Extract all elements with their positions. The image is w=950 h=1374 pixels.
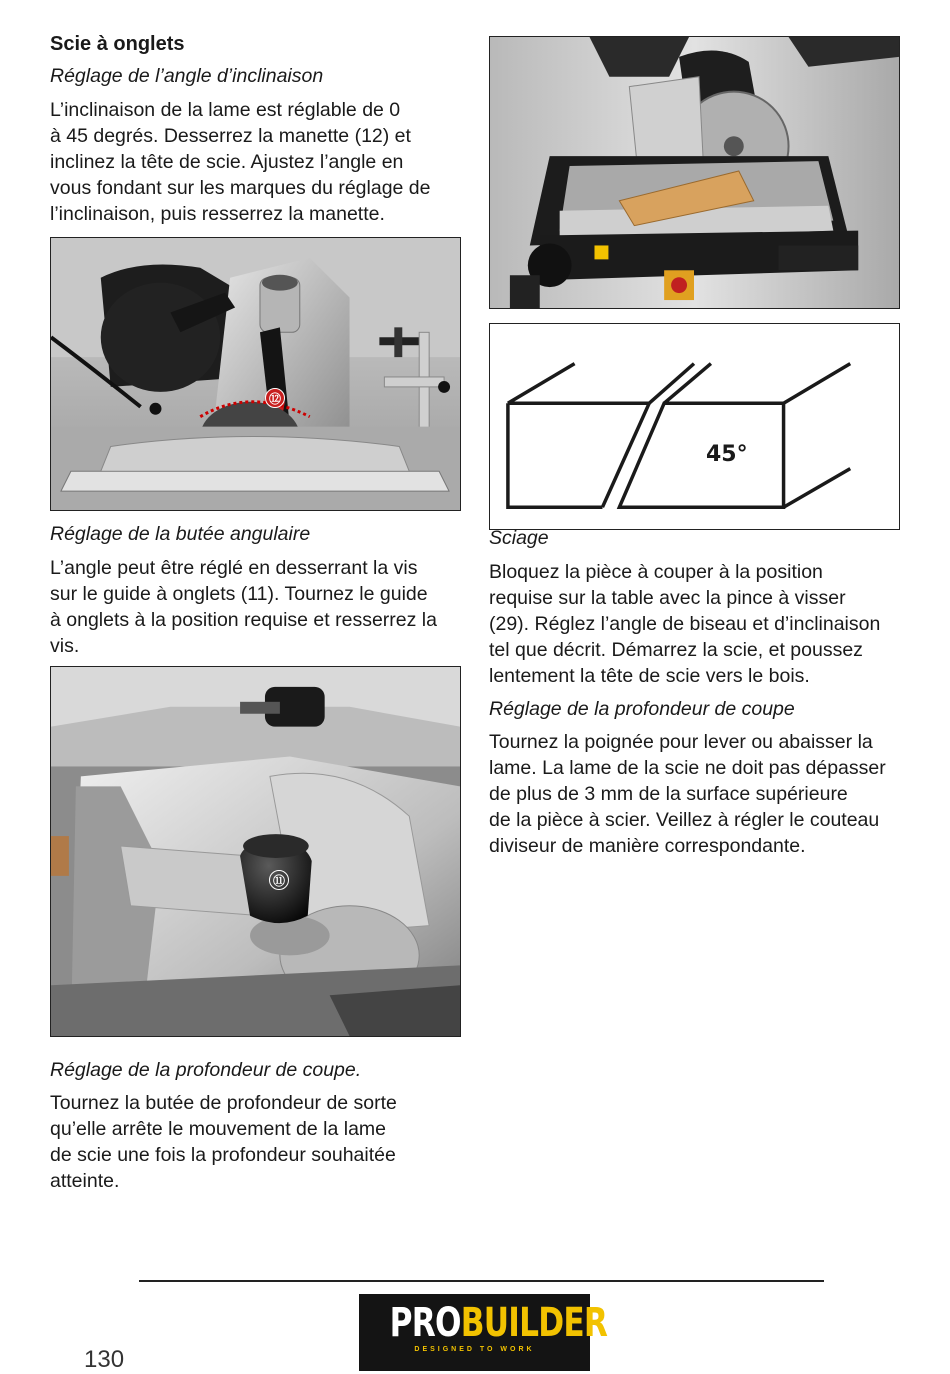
photo-sawing: [489, 36, 900, 309]
text-line: L’angle peut être réglé en desserrant la vis: [50, 557, 418, 579]
text-line: de plus de 3 mm de la surface supérieure: [489, 783, 848, 805]
logo-tagline: DESIGNED TO WORK: [414, 1346, 535, 1353]
text-line: diviseur de manière correspondante.: [489, 835, 806, 857]
text-line: (29). Réglez l’angle de biseau et d’inclinaison: [489, 613, 881, 635]
subheading-cut-depth-left: Réglage de la profondeur de coupe.: [50, 1059, 362, 1081]
text-line: Tournez la poignée pour lever ou abaisser la: [489, 731, 873, 753]
text-line: inclinez la tête de scie. Ajustez l’angle en: [50, 151, 404, 173]
text-line: Bloquez la pièce à couper à la position: [489, 561, 823, 583]
section-title: Scie à onglets: [50, 33, 185, 55]
diagram-angle-label: 45°: [706, 442, 748, 467]
page-number: 130: [84, 1346, 125, 1373]
text-line: L’inclinaison de la lame est réglable de 0: [50, 99, 401, 121]
text-line: requise sur la table avec la pince à visser: [489, 587, 846, 609]
text-line: qu’elle arrête le mouvement de la lame: [50, 1118, 387, 1140]
diagram-45-degree-cut: [489, 323, 900, 530]
subheading-cut-depth-right: Réglage de la profondeur de coupe: [489, 698, 795, 720]
text-line: vous fondant sur les marques du réglage de: [50, 177, 431, 199]
text-line: de la pièce à scier. Veillez à régler le couteau: [489, 809, 880, 831]
paragraph-sawing: [489, 559, 880, 689]
text-line: Tournez la butée de profondeur de sorte: [50, 1092, 397, 1114]
text-line: à onglets à la position requise et resserrez la: [50, 609, 437, 631]
subheading-tilt-angle: Réglage de l’angle d’inclinaison: [50, 65, 324, 87]
footer-divider: [139, 1280, 824, 1282]
photo-mitre-guide: [50, 666, 461, 1037]
logo-wordmark: [390, 1300, 607, 1346]
text-line: de scie une fois la profondeur souhaitée: [50, 1144, 396, 1166]
subheading-sawing: Sciage: [489, 527, 549, 549]
paragraph-cut-depth-left: [50, 1090, 397, 1194]
paragraph-cut-depth-right: [489, 729, 886, 859]
text-line: atteinte.: [50, 1170, 120, 1192]
subheading-mitre-stop: Réglage de la butée angulaire: [50, 523, 311, 545]
text-line: lame. La lame de la scie ne doit pas dépasser: [489, 757, 886, 779]
callout-11: ⑪: [269, 870, 289, 890]
logo-pro-text: PRO: [389, 1300, 461, 1346]
text-line: tel que décrit. Démarrez la scie, et poussez: [489, 639, 863, 661]
text-line: à 45 degrés. Desserrez la manette (12) et: [50, 125, 411, 147]
probuilder-logo: [359, 1294, 608, 1371]
paragraph-tilt-angle: [50, 97, 431, 227]
text-line: sur le guide à onglets (11). Tournez le guide: [50, 583, 428, 605]
callout-12: ⑫: [265, 388, 285, 408]
logo-builder-text: BUILDER: [460, 1300, 608, 1346]
text-line: vis.: [50, 635, 80, 657]
paragraph-mitre-stop: [50, 555, 437, 659]
text-line: lentement la tête de scie vers le bois.: [489, 665, 810, 687]
text-line: l’inclinaison, puis resserrez la manette.: [50, 203, 385, 225]
photo-bevel-handle: [50, 237, 461, 511]
